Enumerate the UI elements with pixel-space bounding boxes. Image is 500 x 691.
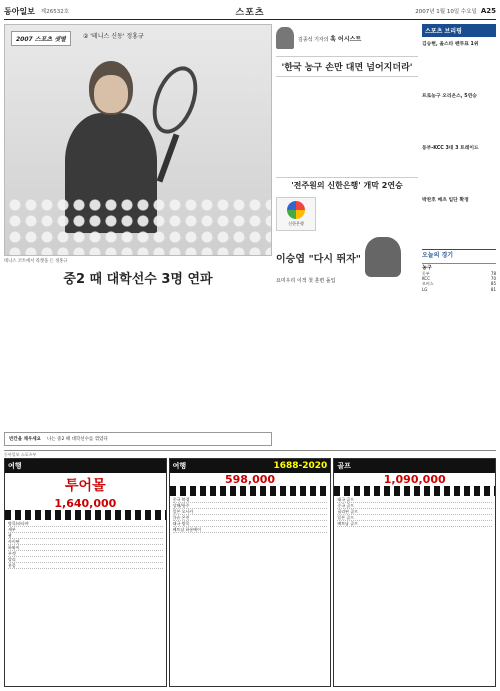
ad-line-item: 발리 (8, 557, 163, 563)
feature-article (4, 24, 272, 446)
columnist-avatar (276, 27, 294, 49)
ad-line-item: 베트남 골프 (337, 521, 492, 527)
columnist-byline: 김종석 기자의 (298, 36, 329, 43)
ad-lines (170, 496, 331, 534)
logo-label: 신한은행 (288, 221, 304, 226)
briefing-header: 스포츠 브리핑 (422, 24, 496, 37)
article-title-2: '전주원의 신한은행' 개막 2연승 (276, 177, 418, 193)
brief-title: 김승현, 올스타 팬투표 1위 (422, 42, 479, 47)
feature-body (4, 290, 272, 430)
scores-title: 농구 (422, 265, 432, 271)
right-column (422, 24, 496, 446)
score-row: LG 81 (422, 286, 496, 292)
ad-line-item: 일본 오사카 (173, 509, 328, 515)
ad-header: 골프 (337, 462, 351, 470)
ad-lines (334, 496, 495, 528)
ad-stripe (334, 486, 495, 496)
ad-left[interactable] (4, 458, 167, 687)
publication-date: 2007년 1월 10일 수요일 (415, 9, 477, 15)
section-title: 스포츠 (235, 7, 265, 18)
ad-section (4, 458, 496, 687)
ad-price: 1,090,000 (383, 473, 446, 486)
scores-box (422, 263, 496, 292)
ad-line-item: 사이판 (8, 539, 163, 545)
middle-column (276, 24, 418, 446)
ad-line-item: 하와이 (8, 545, 163, 551)
page-number: A25 (480, 7, 496, 15)
ad-stripe (5, 510, 166, 520)
photo-caption: 테니스 코트에서 라켓을 든 정홍규 (4, 259, 68, 264)
ad-header: 여행 (172, 462, 187, 470)
brief-item (422, 40, 496, 89)
series-tag: 2007 스포츠 샛별 (11, 31, 71, 46)
score-row: 모비스 85 (422, 281, 496, 287)
ad-line-item: 방콕/파타야 (8, 521, 163, 527)
tennis-balls (5, 195, 271, 255)
article-body-3 (276, 288, 418, 386)
newspaper-name: 동아일보 (4, 6, 35, 16)
score-row: KCC 70 (422, 276, 496, 282)
column-name: 훅 어시스트 (330, 35, 362, 43)
ad-line-item: 필리핀 골프 (337, 509, 492, 515)
player-portrait (365, 237, 401, 277)
issue-number: 제26532호 (40, 9, 70, 15)
ad-price: 598,000 (224, 473, 276, 486)
today-games (422, 249, 496, 259)
ad-right[interactable] (333, 458, 496, 687)
header-divider (4, 19, 496, 20)
quiz-text: 나는 중2 때 대학선수를 꺾었다 (47, 437, 108, 442)
column-body (276, 81, 418, 171)
ad-line-item: 중국 북경 (173, 497, 328, 503)
page-header (4, 4, 496, 18)
ad-line-item: 태국 골프 (337, 497, 492, 503)
brief-item (422, 144, 496, 193)
ad-line-item: 베트남 하롱베이 (173, 527, 328, 533)
quiz-label: 빈칸을 채우세요 (9, 437, 41, 442)
article-subtitle-3: 요미우리 이적 첫 훈련 돌입 (276, 278, 336, 284)
footer-signature: 동아일보 스포츠부 (4, 452, 37, 457)
ad-brand: 투어몰 (65, 478, 106, 494)
today-title: 오늘의 경기 (422, 252, 454, 259)
article-title-3-block (276, 237, 418, 277)
ad-lines (5, 520, 166, 570)
score-row: 동부 78 (422, 271, 496, 276)
ad-line-item: 세부 (8, 527, 163, 533)
article-title-3: 이승엽 "다시 뛰자" (276, 253, 362, 265)
ad-line-item: 큐슈 온천 (173, 515, 328, 521)
ad-line-item: 푸켓 (8, 551, 163, 557)
brief-item (422, 92, 496, 141)
ad-line-item: 홍콩 (8, 563, 163, 569)
ad-line-item: 상해/항주 (173, 503, 328, 509)
ad-line-item: 중국 골프 (337, 503, 492, 509)
brief-title: 프로농구 오리온스, 5연승 (422, 94, 477, 99)
series-subtitle: ② '테니스 신동' 정홍규 (83, 33, 144, 40)
ad-divider (4, 450, 496, 451)
column-title: '한국 농구 손만 대면 넘어지더라' (276, 56, 418, 77)
ad-phone: 1688-2020 (273, 461, 328, 471)
ad-stripe (170, 486, 331, 496)
column-header (276, 24, 418, 52)
ad-line-item: 태국 방콕 (173, 521, 328, 527)
ad-line-item: 일본 골프 (337, 515, 492, 521)
quiz-box (4, 432, 272, 446)
ad-line-item: 괌 (8, 533, 163, 539)
sponsor-logo (276, 197, 316, 231)
brief-title: 동부-KCC 3대 3 트레이드 (422, 146, 479, 151)
feature-headline: 중2 때 대학선수 3명 연파 (63, 272, 213, 287)
ad-center[interactable] (169, 458, 332, 687)
feature-photo (4, 24, 272, 256)
article-body-2 (320, 197, 418, 231)
ad-header: 여행 (8, 462, 22, 470)
brief-item (422, 196, 496, 245)
brief-title: 박찬호 메츠 입단 확정 (422, 198, 469, 203)
ad-price: 1,640,000 (54, 497, 117, 510)
shinhan-logo-icon (287, 201, 305, 219)
